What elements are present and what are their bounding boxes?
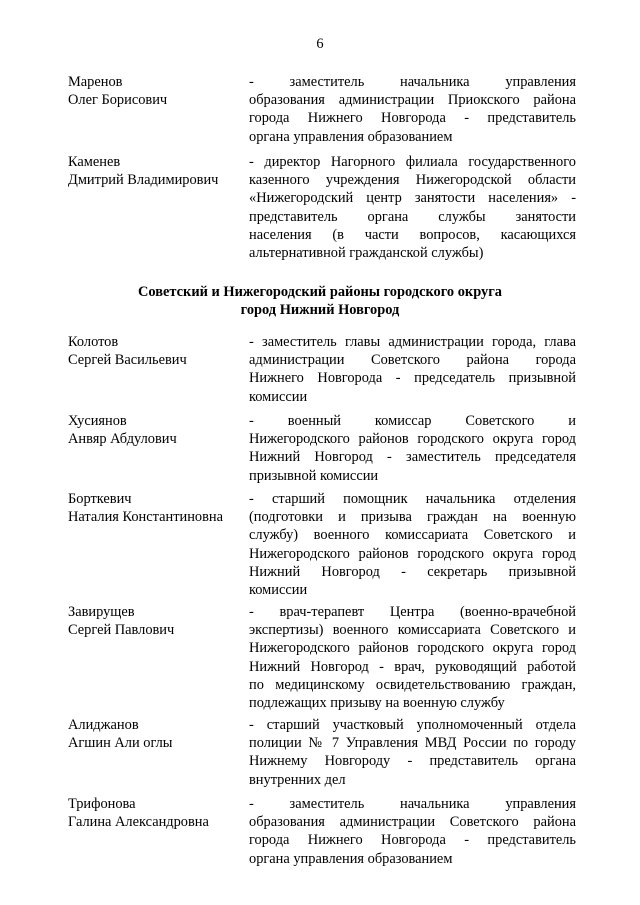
member-given-names: Галина Александровна: [68, 814, 209, 831]
section-heading-line: город Нижний Новгород: [240, 302, 400, 319]
role-line: Нижегородского районов городского округа город: [249, 431, 576, 448]
role-line: - старший участковый уполномоченный отдела: [249, 717, 576, 733]
role-line: Нижегородского районов городского округа город: [249, 640, 576, 657]
member-role: [249, 795, 576, 868]
role-line: Нижнего Новгорода - председатель призывной: [249, 370, 576, 387]
member-name: [68, 603, 246, 639]
role-line: Нижнему Новгороду - представитель органа: [249, 753, 576, 770]
role-line: внутренних дел: [249, 771, 346, 788]
member-role: [249, 153, 576, 262]
page-number: 6: [316, 36, 324, 52]
role-line: «Нижегородский центр занятости населения» -: [249, 190, 576, 207]
role-line: Нижний Новгород - секретарь призывной: [249, 563, 576, 580]
member-role: [249, 603, 576, 712]
member-surname: Трифонова: [68, 796, 136, 812]
role-line: города Нижнего Новгорода - представитель: [249, 110, 576, 127]
member-name: [68, 333, 246, 369]
member-surname: Маренов: [68, 74, 123, 90]
role-line: - заместитель главы администрации города, глава: [249, 334, 576, 350]
section-heading: [0, 283, 640, 319]
member-given-names: Агшин Али оглы: [68, 735, 173, 752]
role-line: комиссии: [249, 582, 308, 599]
member-surname: Алиджанов: [68, 717, 139, 733]
role-line: - военный комиссар Советского и: [249, 413, 576, 429]
member-name: [68, 490, 246, 526]
member-name: [68, 153, 246, 189]
member-given-names: Дмитрий Владимирович: [68, 172, 219, 189]
role-line: службу) военного комиссариата Советского и: [249, 527, 576, 544]
role-line: - врач-терапевт Центра (военно-врачебной: [249, 604, 576, 620]
role-line: города Нижнего Новгорода - представитель: [249, 832, 576, 849]
role-line: по медицинскому освидетельствованию граждан,: [249, 676, 576, 693]
role-line: органа управления образованием: [249, 850, 453, 867]
member-role: [249, 73, 576, 146]
role-line: Нижегородского районов городского округа город: [249, 545, 576, 562]
member-surname: Каменев: [68, 154, 121, 170]
role-line: - заместитель начальника управления: [249, 796, 576, 812]
member-given-names: Наталия Константиновна: [68, 509, 223, 526]
role-line: (подготовки и призыва граждан на военную: [249, 509, 576, 526]
role-line: подлежащих призыву на военную службу: [249, 695, 505, 712]
member-role: [249, 716, 576, 789]
section-heading-line: Советский и Нижегородский районы городского округа: [138, 284, 502, 300]
role-line: альтернативной гражданской службы): [249, 245, 484, 262]
role-line: - старший помощник начальника отделения: [249, 491, 576, 507]
role-line: комиссии: [249, 388, 308, 405]
role-line: образования администрации Советского района: [249, 814, 576, 831]
role-line: - директор Нагорного филиала государственного: [249, 154, 576, 170]
member-surname: Колотов: [68, 334, 119, 350]
role-line: органа управления образованием: [249, 128, 453, 145]
member-name: [68, 73, 246, 109]
member-role: [249, 333, 576, 406]
role-line: администрации Советского района города: [249, 352, 576, 369]
role-line: представитель органа службы занятости: [249, 208, 576, 225]
role-line: призывной комиссии: [249, 467, 379, 484]
member-given-names: Сергей Васильевич: [68, 352, 187, 369]
member-surname: Хусиянов: [68, 413, 127, 429]
role-line: полиции № 7 Управления МВД России по городу: [249, 735, 576, 752]
role-line: образования администрации Приокского района: [249, 92, 576, 109]
member-role: [249, 490, 576, 599]
role-line: населения (в части вопросов, касающихся: [249, 226, 576, 243]
role-line: казенного учреждения Нижегородской области: [249, 172, 576, 189]
member-given-names: Олег Борисович: [68, 92, 168, 109]
member-given-names: Анвяр Абдулович: [68, 431, 177, 448]
member-role: [249, 412, 576, 485]
member-name: [68, 412, 246, 448]
member-name: [68, 795, 246, 831]
member-surname: Завирущев: [68, 604, 135, 620]
member-name: [68, 716, 246, 752]
role-line: экспертизы) военного комиссариата Советского и: [249, 622, 576, 639]
member-given-names: Сергей Павлович: [68, 622, 175, 639]
role-line: Нижний Новгород - врач, руководящий работой: [249, 658, 576, 675]
role-line: Нижний Новгород - заместитель председателя: [249, 449, 576, 466]
role-line: - заместитель начальника управления: [249, 74, 576, 90]
member-surname: Борткевич: [68, 491, 132, 507]
